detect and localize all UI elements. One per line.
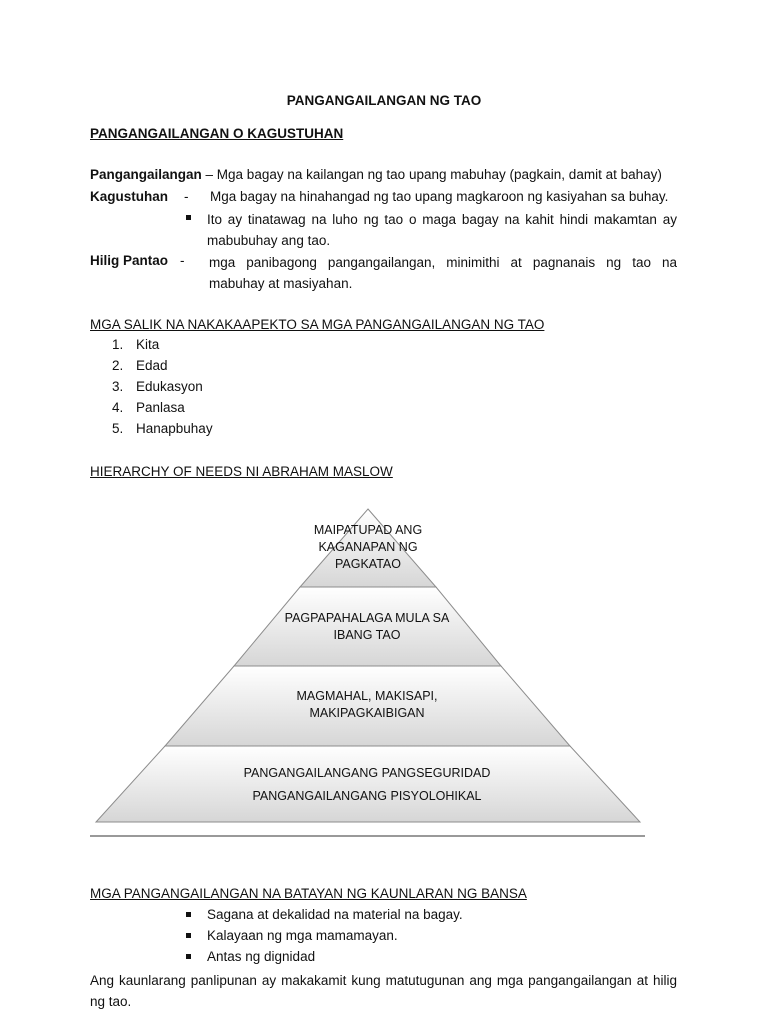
pyramid-label-line: PAGKATAO: [334, 557, 401, 571]
pyramid-label-level-2: PANGANGAILANGANG PANGSEGURIDAD: [243, 766, 491, 780]
development-bullet-item: Sagana at dekalidad na material na bagay.: [207, 907, 463, 922]
list-number: 4.: [112, 400, 124, 415]
term-pangangailangan: Pangangailangan: [90, 167, 202, 182]
section-heading-factors: MGA SALIK NA NAKAKAAPEKTO SA MGA PANGANGAILANGAN NG TAO: [90, 317, 545, 332]
list-number: 2.: [112, 358, 124, 373]
list-label: Hanapbuhay: [136, 421, 213, 436]
bullet-square-icon: [186, 912, 191, 917]
term-hilig-pantao: Hilig Pantao: [90, 253, 169, 268]
definition-separator: –: [201, 167, 217, 182]
definition-text: Mga bagay na kailangan ng tao upang mabuhay (pagkain, damit at bahay): [216, 167, 662, 182]
list-label: Edad: [136, 358, 168, 373]
bullet-square-icon: [186, 933, 191, 938]
pyramid-label-line: KAGANAPAN NG: [318, 540, 418, 554]
development-bullet-item: Kalayaan ng mga mamamayan.: [207, 928, 398, 943]
list-label: Kita: [136, 337, 160, 352]
pyramid-label-line: MAKIPAGKAIBIGAN: [309, 706, 425, 720]
term-kagustuhan: Kagustuhan: [90, 189, 169, 204]
pyramid-label-line: MAGMAHAL, MAKISAPI,: [296, 689, 438, 703]
pyramid-label-level-1: PANGANGAILANGANG PISYOLOHIKAL: [252, 789, 482, 803]
section-heading-development: MGA PANGANGAILANGAN NA BATAYAN NG KAUNLARAN NG BANSA: [90, 886, 527, 901]
pyramid-label-level-3: [296, 688, 437, 722]
definition-hilig-pantao-text: mga panibagong pangangailangan, minimithi at pagnanais ng tao na mabuhay at masiyahan.: [209, 255, 677, 291]
pyramid-label-level-4: [285, 610, 450, 644]
kagustuhan-note: Ito ay tinatawag na luho ng tao o maga bagay na kahit hindi makamtan ay mabubuhay ang tao.: [207, 212, 677, 248]
definition-kagustuhan-text: Mga bagay na hinahangad ng tao upang magkaroon ng kasiyahan sa buhay.: [210, 189, 669, 204]
list-label: Panlasa: [136, 400, 185, 415]
conclusion-paragraph: Ang kaunlarang panlipunan ay makakamit kung matutugunan ang mga pangangailangan at hilig ng tao.: [90, 973, 677, 1009]
bullet-square-icon: [186, 954, 191, 959]
definition-separator: -: [184, 189, 189, 204]
definition-separator: -: [180, 253, 185, 268]
section-heading-needs-wants: PANGANGAILANGAN O KAGUSTUHAN: [90, 126, 344, 141]
development-bullet-item: Antas ng dignidad: [207, 949, 316, 964]
pyramid-label-line: PAGPAPAHALAGA MULA SA: [284, 611, 450, 625]
pyramid-label-line: IBANG TAO: [333, 628, 401, 642]
list-number: 1.: [112, 337, 124, 352]
list-label: Edukasyon: [136, 379, 203, 394]
section-heading-maslow: HIERARCHY OF NEEDS NI ABRAHAM MASLOW: [90, 464, 393, 479]
list-number: 5.: [112, 421, 124, 436]
pyramid-level-1-2: [96, 746, 640, 822]
page-title: PANGANGAILANGAN NG TAO: [286, 93, 482, 108]
list-number: 3.: [112, 379, 124, 394]
pyramid-label-level-5: [314, 522, 422, 573]
pyramid-label-line: MAIPATUPAD ANG: [313, 523, 423, 537]
